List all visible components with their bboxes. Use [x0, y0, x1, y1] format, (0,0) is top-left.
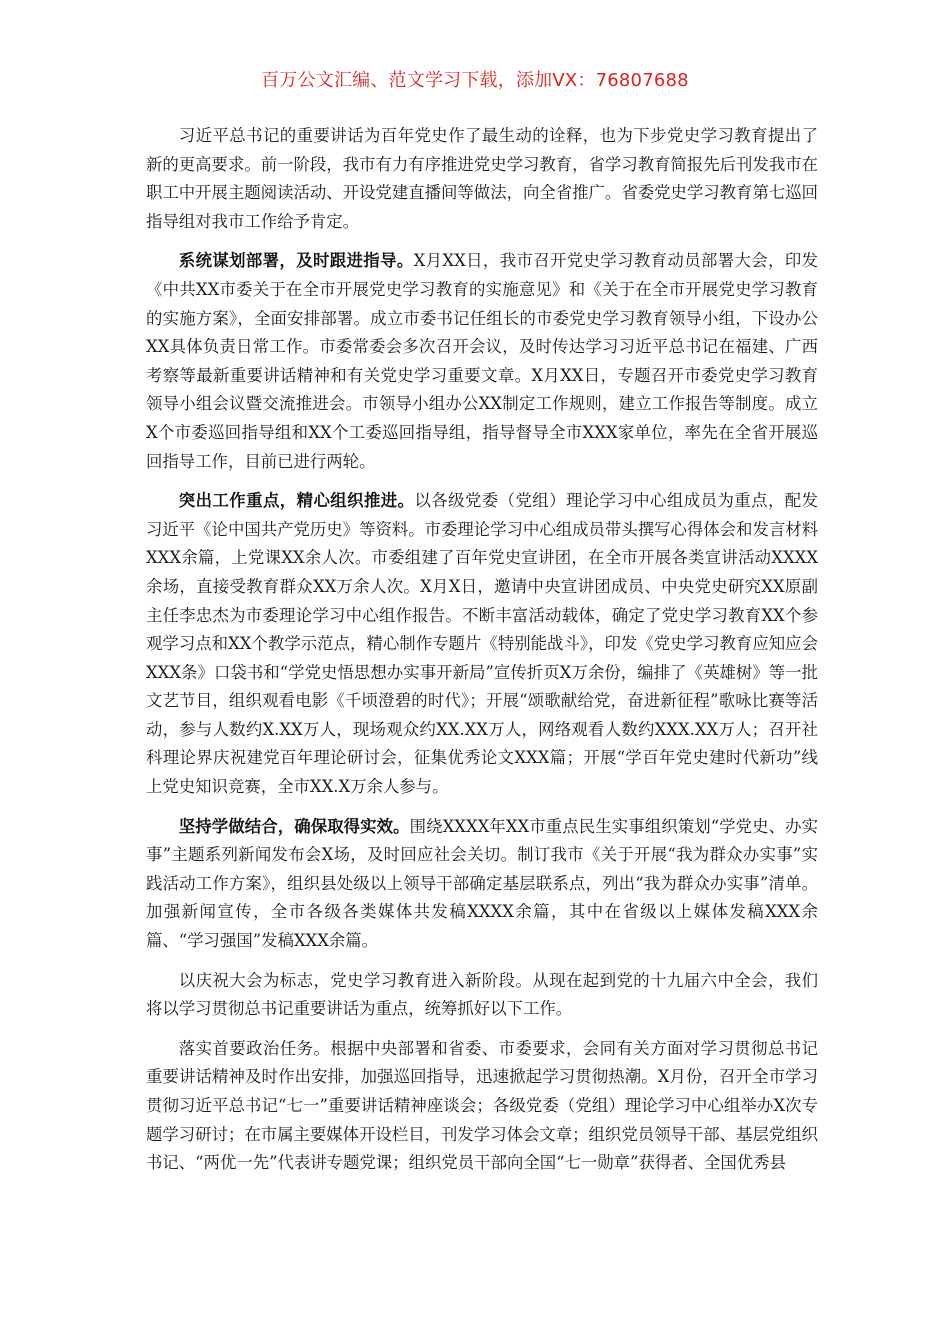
watermark-header: 百万公文汇编、范文学习下载，添加VX：76807688 — [261, 70, 689, 91]
paragraph-text: 以庆祝大会为标志，党史学习教育进入新阶段。从现在起到党的十九届六中全会，我们将以学习贯彻总书记重要讲话为重点，统筹抓好以下工作。 — [146, 970, 818, 1019]
paragraph-text: 落实首要政治任务。根据中央部署和省委、市委要求，会同有关方面对学习贯彻总书记重要讲话精神及时作出安排，加强巡回指导，迅速掀起学习贯彻热潮。X月份，召开全市学习贯彻习近平总书记“七一”重要讲话精神座谈会；各级党委（党组）理论学习中心组举办X次专题学习研讨；在市属主要媒体开设栏目，刊发学习体会文章；组织党员领导干部、基层党组织书记、“两优一先”代表讲专题党课；组织党员干部向全国“七一勋章”获得者、全国优秀县 — [146, 1038, 819, 1173]
paragraph-text: 以各级党委（党组）理论学习中心组成员为重点，配发习近平《论中国共产党历史》等资料。市委理论学习中心组成员带头撰写心得体会和发言材料XXX余篇，上党课XX余人次。市委组建了百年党史宣讲团，在全市开展各类宣讲活动XXXX余场，直接受教育群众XX万余人次。X月X日，邀请中央宣讲团成员、中央党史研究XX原副主任李忠杰为市委理论学习中心组作报告。不断丰富活动载体，确定了党史学习教育XX个参观学习点和XX个教学示范点，精心制作专题片《特别能战斗》，印发《党史学习教育应知应会XXX条》口袋书和“学党史悟思想办实事开新局”宣传折页X万余份，编排了《英雄树》等一批文艺节目，组织观看电影《千顷澄碧的时代》；开展“颂歌献给党，奋进新征程”歌咏比赛等活动，参与人数约X.XX万人，现场观众约XX.XX万人，网络观看人数约XXX.XX万人；召开社科理论界庆祝建党百年理论研讨会，征集优秀论文XXX篇；开展“学百年党史建时代新功”线上党史知识竞赛，全市XX.X万余人参与。 — [146, 491, 819, 797]
paragraph-tasks — [146, 1035, 818, 1178]
document-body — [146, 122, 818, 1189]
paragraph-new-stage — [146, 967, 818, 1024]
paragraph-lead: 系统谋划部署，及时跟进指导。 — [178, 251, 414, 271]
paragraph-text: 习近平总书记的重要讲话为百年党史作了最生动的诠释，也为下步党史学习教育提出了新的更高要求。前一阶段，我市有力有序推进党史学习教育，省学习教育简报先后刊发我市在职工中开展主题阅读活动、开设党建直播间等做法，向全省推广。省委党史学习教育第七巡回指导组对我市工作给予肯定。 — [146, 126, 819, 231]
paragraph-intro — [146, 122, 818, 236]
paragraph-focus — [146, 487, 818, 802]
paragraph-text: X月XX日，我市召开党史学习教育动员部署大会，印发《中共XX市委关于在全市开展党史学习教育的实施意见》和《关于在全市开展党史学习教育的实施方案》，全面安排部署。成立市委书记任组长的市委党史学习教育领导小组，下设办公XX具体负责日常工作。市委常委会多次召开会议，及时传达学习习近平总书记在福建、广西考察等最新重要讲话精神和有关党史学习重要文章。X月XX日，专题召开市委党史学习教育领导小组会议暨交流推进会。市领导小组办公XX制定工作规则，建立工作报告等制度。成立X个市委巡回指导组和XX个工委巡回指导组，指导督导全市XXX家单位，率先在全省开展巡回指导工作，目前已进行两轮。 — [146, 251, 818, 471]
paragraph-lead: 突出工作重点，精心组织推进。 — [178, 491, 415, 511]
paragraph-lead: 坚持学做结合，确保取得实效。 — [178, 816, 410, 836]
paragraph-planning — [146, 247, 818, 476]
paragraph-practice — [146, 813, 818, 956]
paragraph-text: 围绕XXXX年XX市重点民生实事组织策划“学党史、办实事”主题系列新闻发布会X场，及时回应社会关切。制订我市《关于开展“我为群众办实事”实践活动工作方案》，组织县处级以上领导干部确定基层联系点，列出“我为群众办实事”清单。加强新闻宣传，全市各级各类媒体共发稿XXXX余篇，其中在省级以上媒体发稿XXX余篇、“学习强国”发稿XXX余篇。 — [146, 816, 819, 951]
